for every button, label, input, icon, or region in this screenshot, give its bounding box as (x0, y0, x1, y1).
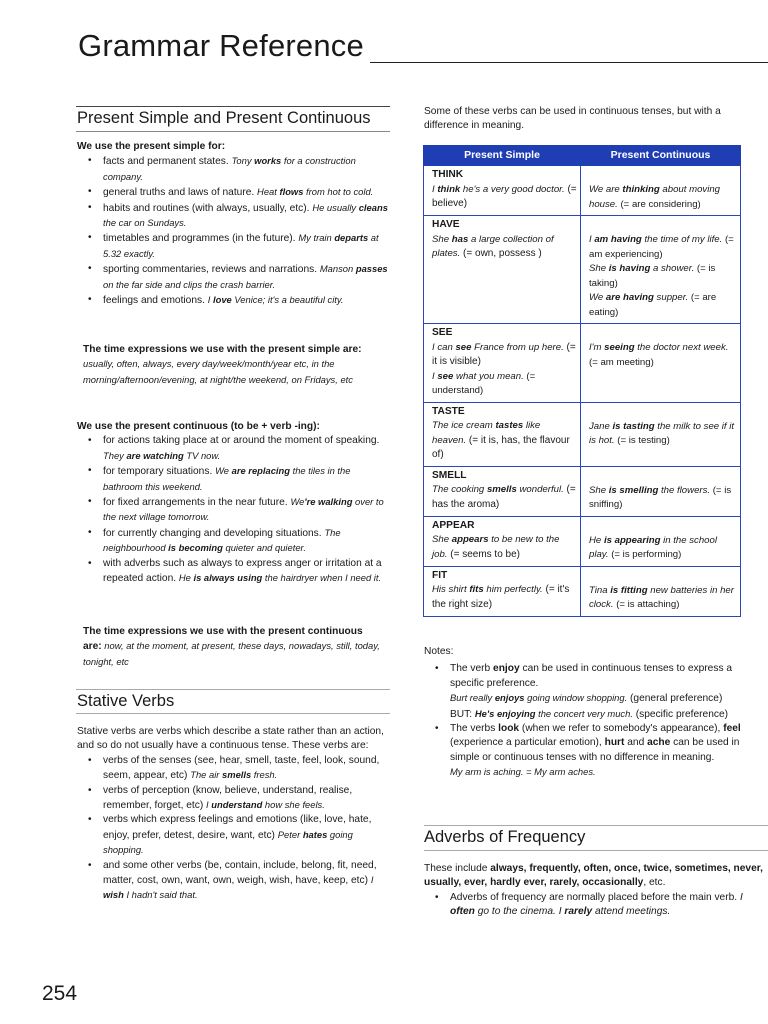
ps-time-lead: The time expressions we use with the present simple are: (83, 344, 362, 355)
example-verb: is becoming (168, 542, 223, 554)
example-sentence: She appears to be new to the job. (432, 534, 560, 560)
example-verb: works (254, 155, 282, 167)
example-verb: love (213, 294, 232, 306)
example-verb: cleans (358, 201, 388, 213)
example-verb: flows (279, 186, 304, 198)
item-text: and some other verbs (be, contain, include, belong, fit, need, matter, cost, own, want, own, weigh, wish, have, keep, etc) (103, 859, 377, 887)
right-intro: Some of these verbs can be used in continuous tenses, but with a difference in meaning. (424, 106, 721, 132)
meaning: (= it's the right size) (432, 584, 570, 610)
meaning: (= has the aroma) (432, 484, 576, 510)
stative-intro: Stative verbs are verbs which describe a state rather than an action, and so do not usually have a continuous tense. These verbs are: (77, 726, 384, 752)
item-text: feelings and emotions. (103, 295, 208, 307)
example-sentence: His shirt fits him perfectly. (432, 584, 543, 595)
example-verb: is always using (193, 572, 263, 584)
note-example: He's enjoying the concert very much. (474, 707, 633, 719)
section-title-stative: Stative Verbs (77, 692, 175, 710)
simple-example (432, 233, 577, 262)
table-row (424, 324, 741, 403)
adverbs-intro: These include always, frequently, often, once, twice, sometimes, never, usually, ever, hardly ever, rarely, occasionally, etc. (424, 863, 763, 889)
item-text: for temporary situations. (103, 466, 216, 478)
note-item: • The verb enjoy can be used in continuous tenses to express a specific preference. Burt really enjoys going window shopping. (general preference) BUT: He's enjoying the concert very much. (specific preference) (424, 662, 766, 722)
example-verb: tastes (495, 420, 524, 431)
verb-name: SMELL (432, 469, 467, 481)
example-sentence: He usually cleans the car on Sundays. (103, 201, 388, 229)
list-item (77, 293, 391, 308)
item-text: habits and routines (with always, usually, etc). (103, 202, 313, 214)
item-text: with adverbs such as always to express anger or irritation at a repeated action. (103, 557, 382, 585)
table-row (424, 516, 741, 566)
stative-verbs-list (77, 754, 391, 904)
present-simple-intro: We use the present simple for: (77, 141, 226, 152)
list-item (77, 754, 391, 784)
ps-time-expressions (83, 342, 384, 388)
list-item (77, 784, 391, 814)
simple-example (432, 583, 577, 612)
example-verb: smells (222, 769, 252, 781)
list-item (77, 154, 391, 185)
list-item (77, 262, 391, 293)
notes-block (424, 645, 766, 781)
list-item (77, 495, 391, 526)
simple-example (432, 483, 577, 512)
section-rule (76, 131, 390, 132)
item-text: verbs which express feelings and emotions (like, love, hate, enjoy, prefer, detest, desire, want, etc) (103, 814, 372, 841)
notes-title: Notes: (424, 646, 454, 657)
cell-present-simple (424, 566, 581, 616)
list-item (77, 813, 391, 858)
example-sentence: I think he's a very good doctor. (432, 183, 565, 195)
title-rule (370, 62, 768, 63)
meaning: (= it is visible) (432, 341, 576, 367)
meaning: (= believe) (432, 183, 577, 209)
item-text: for actions taking place at or around the moment of speaking. (103, 435, 380, 447)
example-verb: are watching (126, 449, 184, 461)
verb-name: THINK (432, 169, 464, 180)
example-sentence: The ice cream tastes like heaven. (432, 420, 541, 446)
example-sentence: Peter hates going shopping. (103, 828, 353, 856)
example-verb: departs (334, 232, 369, 244)
present-continuous-intro: We use the present continuous (to be + verb -ing): (77, 421, 320, 432)
list-item (77, 434, 391, 464)
cell-present-simple (424, 216, 581, 324)
example-sentence: The neighbourhood is becoming quieter and quieter. (103, 526, 341, 554)
simple-example-extra: I see what you mean. (= understand) (432, 370, 536, 396)
verb-name: FIT (432, 569, 448, 581)
adverbs-item: • Adverbs of frequency are normally placed before the main verb. I often go to the cinema. I rarely attend meetings. (424, 891, 766, 920)
simple-example (432, 533, 577, 562)
item-text: general truths and laws of nature. (103, 187, 258, 199)
list-item (77, 464, 391, 495)
example-sentence: Heat flows from hot to cold. (257, 186, 374, 198)
verb-name: APPEAR (432, 519, 475, 531)
example-verb: 're walking (304, 496, 353, 508)
cell-present-continuous: I'm seeing the doctor next week. (= am meeting) (581, 324, 741, 403)
pc-time-expressions (83, 625, 384, 670)
cell-present-simple (424, 324, 581, 403)
example-sentence: I understand how she feels. (206, 799, 325, 811)
example-verb: passes (355, 263, 388, 275)
table-row (424, 216, 741, 324)
item-text: timetables and programmes (in the future). (103, 233, 299, 245)
section-title-present: Present Simple and Present Continuous (77, 109, 371, 127)
example-sentence: They are watching TV now. (103, 449, 221, 461)
cell-present-continuous: Tina is fitting new batteries in her clock. (= is attaching) (581, 566, 741, 616)
example-sentence: The air smells fresh. (190, 769, 278, 781)
table-header-simple: Present Simple (424, 146, 581, 166)
present-simple-block (77, 140, 391, 308)
example-verb: appears (451, 534, 489, 545)
item-text: facts and permanent states. (103, 156, 232, 168)
example-sentence: The cooking smells wonderful. (432, 484, 564, 495)
adverbs-block (424, 862, 766, 920)
example-verb: understand (211, 799, 263, 811)
item-text: for currently changing and developing situations. (103, 527, 325, 539)
example-verb: think (437, 183, 461, 195)
example-sentence: My train departs at 5.32 exactly. (103, 232, 379, 259)
example-sentence: We're walking over to the next village tomorrow. (103, 496, 384, 523)
cell-present-continuous: He is appearing in the school play. (= is performing) (581, 516, 741, 566)
note-example: Burt really enjoys going window shopping. (450, 692, 628, 704)
list-item (77, 526, 391, 557)
simple-example (432, 183, 577, 212)
section-rule (76, 106, 390, 107)
note-2-text: The verbs look (when we refer to somebody's appearance), feel (experience a particular emotion), hurt and ache can be used in simple or continuous tenses with no difference in meaning. (450, 723, 741, 763)
list-item (77, 201, 391, 232)
pc-time-lead: The time expressions we use with the present continuous are: (83, 626, 363, 653)
example-verb: see (455, 341, 472, 353)
list-item (77, 231, 391, 262)
present-continuous-block (77, 420, 391, 586)
simple-example (432, 419, 577, 463)
pc-time-list: now, at the moment, at present, these days, nowadays, still, today, tonight, etc (83, 640, 380, 667)
example-sentence: I can see France from up here. (432, 341, 564, 353)
section-rule (424, 825, 768, 826)
list-item (77, 859, 391, 904)
section-rule (424, 850, 768, 851)
list-item (77, 557, 391, 587)
table-row (424, 402, 741, 466)
meaning: (= seems to be) (447, 548, 520, 560)
example-sentence: I wish I hadn't said that. (103, 874, 374, 901)
stative-verbs-block (77, 725, 391, 904)
item-text: verbs of perception (know, believe, understand, realise, remember, forget, etc) (103, 784, 353, 812)
section-rule (76, 713, 390, 714)
cell-present-simple (424, 466, 581, 516)
list-item (77, 185, 391, 200)
example-sentence: He is always using the hairdryer when I need it. (178, 572, 382, 584)
example-verb: are replacing (231, 465, 290, 477)
stative-verbs-table (423, 145, 741, 617)
page-number: 254 (42, 982, 78, 1005)
meaning: (= it is, has, the flavour of) (432, 434, 570, 460)
section-title-adverbs: Adverbs of Frequency (424, 828, 586, 846)
example-sentence: I love Venice; it's a beautiful city. (207, 294, 344, 306)
cell-present-continuous: She is smelling the flowers. (= is sniffing) (581, 466, 741, 516)
item-text: verbs of the senses (see, hear, smell, taste, feel, look, sound, seem, appear, etc) (103, 754, 380, 782)
example-sentence: We are replacing the tiles in the bathroom this weekend. (103, 465, 351, 492)
cell-present-simple (424, 516, 581, 566)
section-rule (76, 689, 390, 690)
cell-present-continuous: I am having the time of my life. (= am experiencing) She is having a shower. (= is taking) We are having supper. (= are eating) (581, 216, 741, 324)
example-sentence: Tony works for a construction company. (103, 155, 356, 182)
example-verb: wish (103, 889, 124, 901)
page-title: Grammar Reference (78, 28, 364, 63)
ps-time-list: usually, often, always, every day/week/month/year etc, in the morning/afternoon/evening, at night/the weekend, on Fridays, etc (83, 358, 353, 385)
note-example: My arm is aching. = My arm aches. (450, 766, 596, 778)
example-sentence: She has a large collection of plates. (432, 233, 554, 259)
cell-present-continuous: Jane is tasting the milk to see if it is hot. (= is testing) (581, 402, 741, 466)
example-verb: fits (469, 584, 484, 595)
table-row (424, 466, 741, 516)
verb-name: TASTE (432, 405, 465, 417)
cell-present-simple (424, 402, 581, 466)
cell-present-simple (424, 166, 581, 216)
simple-example (432, 341, 577, 370)
table-row (424, 166, 741, 216)
table-row (424, 566, 741, 616)
verb-name: HAVE (432, 219, 460, 230)
item-text: sporting commentaries, reviews and narrations. (103, 264, 320, 276)
item-text: for fixed arrangements in the near future. (103, 497, 291, 509)
verb-name: SEE (432, 327, 453, 338)
present-continuous-list (77, 434, 391, 586)
cell-present-continuous: We are thinking about moving house. (= are considering) (581, 166, 741, 216)
present-simple-list (77, 154, 391, 308)
table-header-continuous: Present Continuous (581, 146, 741, 166)
note-item (424, 722, 766, 781)
example-verb: smells (486, 484, 517, 495)
meaning: (= own, possess ) (460, 248, 542, 259)
example-verb: has (451, 233, 469, 245)
example-verb: hates (302, 828, 328, 840)
example-sentence: Manson passes on the far side and clips the crash barrier. (103, 263, 388, 290)
